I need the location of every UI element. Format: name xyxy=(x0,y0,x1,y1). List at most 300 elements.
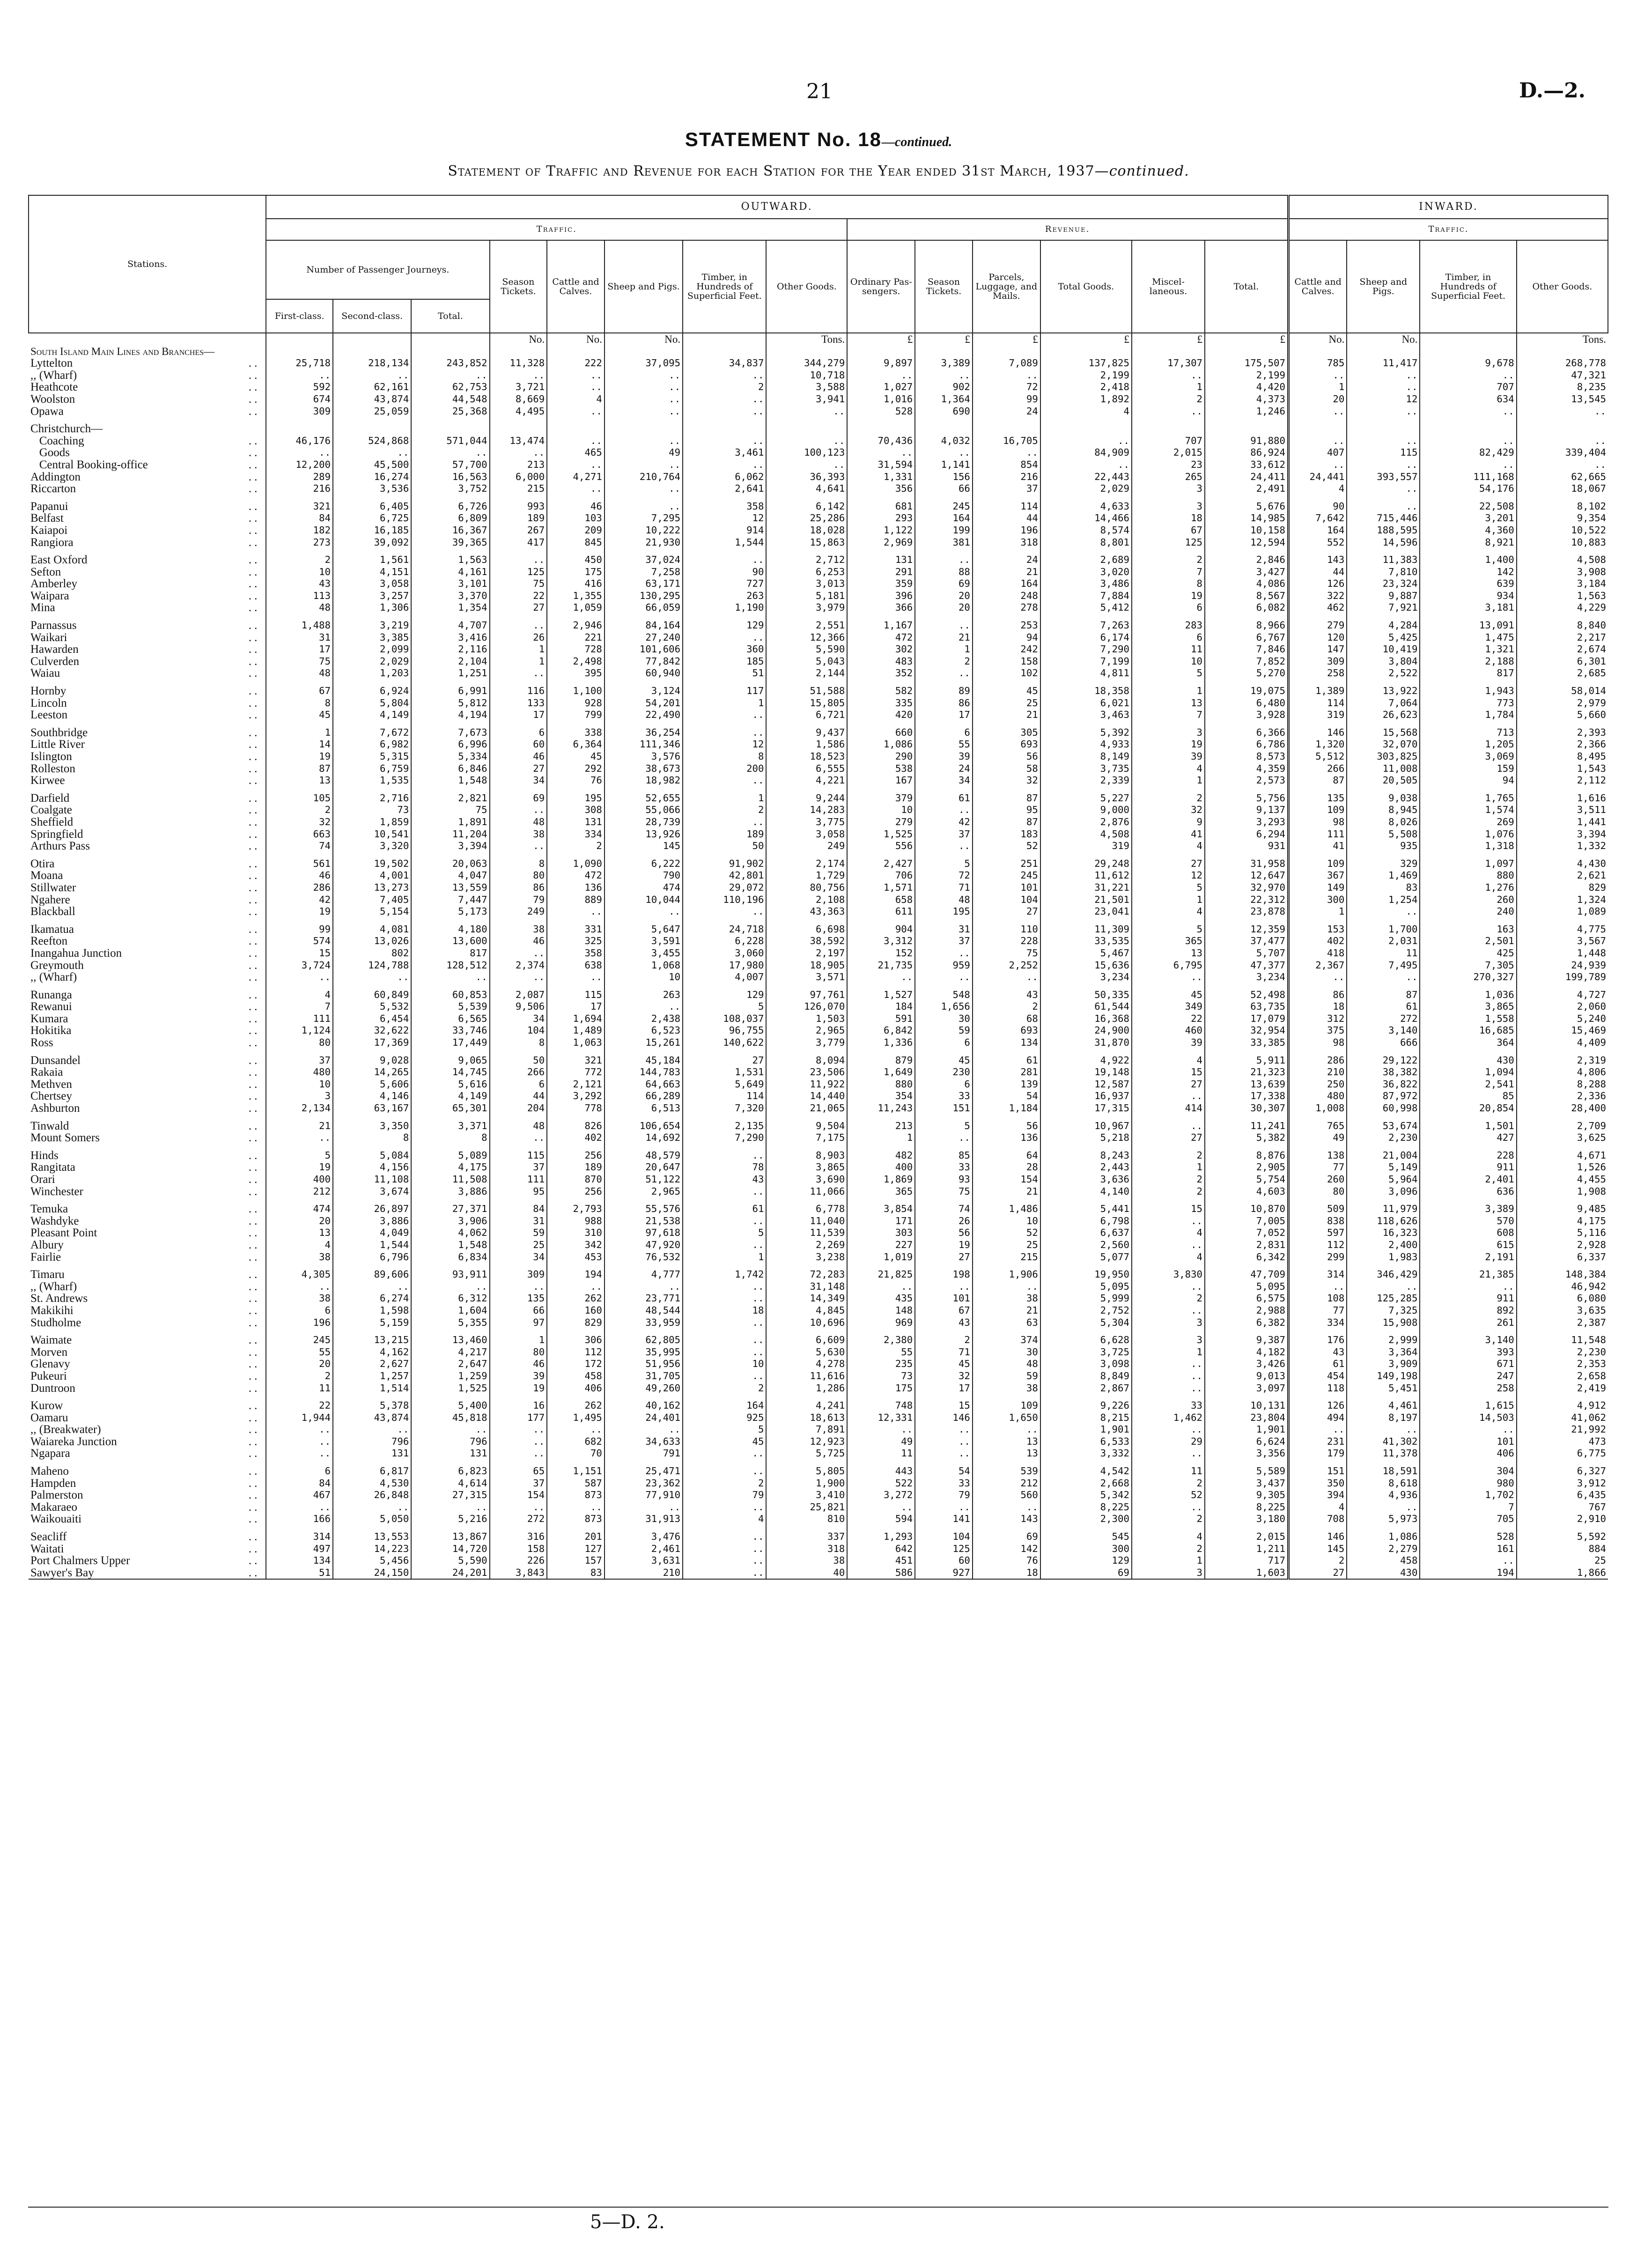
gap-cell xyxy=(1040,680,1132,685)
value-cell: 74 xyxy=(915,1203,973,1215)
value-cell: 829 xyxy=(547,1317,605,1329)
value-cell: 7,199 xyxy=(1040,656,1132,668)
value-cell: 164 xyxy=(973,578,1040,590)
value-cell: 26 xyxy=(490,632,547,644)
value-cell xyxy=(490,423,547,435)
value-cell: 226 xyxy=(490,1555,547,1567)
value-cell: .. xyxy=(605,483,683,495)
value-cell: 71 xyxy=(915,882,973,894)
value-cell: 1,441 xyxy=(1517,816,1608,828)
gap-cell xyxy=(547,548,605,554)
station-name xyxy=(29,1215,266,1227)
value-cell: 13,460 xyxy=(411,1334,489,1346)
value-cell: 1,320 xyxy=(1288,739,1347,751)
value-cell xyxy=(1347,423,1420,435)
value-cell: 25,718 xyxy=(266,357,333,369)
value-cell: .. xyxy=(547,1281,605,1293)
gap-cell xyxy=(973,1263,1040,1269)
value-cell: 2,174 xyxy=(766,858,847,870)
station-name xyxy=(29,656,266,668)
gap-cell xyxy=(766,1263,847,1269)
value-cell: 5,159 xyxy=(333,1317,411,1329)
value-cell: 56 xyxy=(973,1120,1040,1132)
value-cell: 11,328 xyxy=(490,357,547,369)
gap-cell xyxy=(683,787,766,792)
value-cell: 4,461 xyxy=(1347,1400,1420,1412)
value-cell: 251 xyxy=(973,858,1040,870)
gap-cell xyxy=(1288,918,1347,923)
value-cell: .. xyxy=(1040,435,1132,447)
value-cell: 7,810 xyxy=(1347,566,1420,578)
value-cell: 11,616 xyxy=(766,1370,847,1382)
value-cell: 829 xyxy=(1517,882,1608,894)
value-cell: 5,173 xyxy=(411,906,489,918)
table-row xyxy=(29,697,1608,709)
value-cell: 18,591 xyxy=(1347,1465,1420,1478)
value-cell: .. xyxy=(973,1424,1040,1436)
value-cell: 1,019 xyxy=(847,1251,915,1263)
value-cell: 1,650 xyxy=(973,1412,1040,1424)
value-cell: 134 xyxy=(266,1555,333,1567)
value-cell: .. xyxy=(1132,1281,1205,1293)
statement-subtitle-suffix: —continued. xyxy=(1094,163,1189,179)
value-cell: 5,400 xyxy=(411,1400,489,1412)
gap-cell xyxy=(1205,1394,1288,1400)
value-cell: 980 xyxy=(1420,1478,1516,1490)
page-number: 21 xyxy=(806,80,833,103)
value-cell: .. xyxy=(915,840,973,852)
value-cell: 3,180 xyxy=(1205,1513,1288,1525)
value-cell: 3,385 xyxy=(333,632,411,644)
value-cell: 8 xyxy=(490,858,547,870)
value-cell: 7 xyxy=(1420,1501,1516,1514)
value-cell: 99 xyxy=(973,393,1040,406)
value-cell: 17,980 xyxy=(683,960,766,972)
gap-cell xyxy=(490,1329,547,1334)
value-cell: 8,026 xyxy=(1347,816,1420,828)
value-cell: 125 xyxy=(490,566,547,578)
value-cell: 671 xyxy=(1420,1358,1516,1370)
gap-cell xyxy=(1040,1115,1132,1120)
gap-cell xyxy=(1040,614,1132,620)
value-cell: .. xyxy=(1288,435,1347,447)
value-cell: 904 xyxy=(847,923,915,936)
value-cell: .. xyxy=(1132,369,1205,382)
gap-cell xyxy=(1288,1144,1347,1150)
value-cell: 13 xyxy=(973,1436,1040,1448)
value-cell: 9,038 xyxy=(1347,792,1420,805)
value-cell: 3,058 xyxy=(333,578,411,590)
value-cell: .. xyxy=(1517,435,1608,447)
value-cell: 13 xyxy=(1132,947,1205,960)
value-cell: 3,069 xyxy=(1420,751,1516,763)
value-cell: 7,325 xyxy=(1347,1305,1420,1317)
station-label: Islington xyxy=(30,751,72,763)
value-cell: 77 xyxy=(1288,1161,1347,1174)
gap-cell xyxy=(1288,1263,1347,1269)
gap-cell xyxy=(1288,721,1347,727)
value-cell: 7,852 xyxy=(1205,656,1288,668)
leader-dots: .. xyxy=(248,906,260,918)
value-cell: 9,000 xyxy=(1040,804,1132,816)
gap-cell xyxy=(1132,918,1205,923)
value-cell: 1,254 xyxy=(1347,894,1420,906)
leader-dots: .. xyxy=(248,1132,260,1144)
value-cell: 4,845 xyxy=(766,1305,847,1317)
station-label: Kurow xyxy=(30,1400,63,1412)
value-cell: 63,167 xyxy=(333,1102,411,1115)
gap-cell xyxy=(1347,1394,1420,1400)
value-cell: 3,906 xyxy=(411,1215,489,1227)
value-cell: 213 xyxy=(847,1120,915,1132)
value-cell: 705 xyxy=(1420,1513,1516,1525)
value-cell: 6,555 xyxy=(766,763,847,775)
leader-dots: .. xyxy=(248,1102,260,1115)
value-cell: 1,531 xyxy=(683,1066,766,1079)
gap-cell xyxy=(1517,1329,1608,1334)
value-cell xyxy=(847,423,915,435)
value-cell: 109 xyxy=(1288,858,1347,870)
value-cell: 3,865 xyxy=(1420,1001,1516,1013)
table-row xyxy=(29,1203,1608,1215)
gap-cell xyxy=(847,1049,915,1055)
value-cell: 23,324 xyxy=(1347,578,1420,590)
value-cell: 693 xyxy=(973,739,1040,751)
col-other-goods-out: Other Goods. xyxy=(766,240,847,333)
leader-dots: .. xyxy=(248,1358,260,1370)
value-cell: 1,486 xyxy=(973,1203,1040,1215)
value-cell: 928 xyxy=(547,697,605,709)
value-cell: 8,102 xyxy=(1517,501,1608,513)
station-name xyxy=(29,1370,266,1382)
row-gap xyxy=(29,1115,1608,1120)
value-cell: 5,095 xyxy=(1040,1281,1132,1293)
value-cell: 2,135 xyxy=(683,1120,766,1132)
value-cell: 4,508 xyxy=(1040,828,1132,841)
value-cell: .. xyxy=(683,632,766,644)
value-cell: 291 xyxy=(847,566,915,578)
value-cell: 111,168 xyxy=(1420,471,1516,483)
value-cell: 115 xyxy=(547,989,605,1001)
value-cell: 4,149 xyxy=(333,709,411,721)
value-cell: 2,928 xyxy=(1517,1239,1608,1251)
station-label: Methven xyxy=(30,1078,72,1091)
gap-cell xyxy=(1420,680,1516,685)
gap-cell xyxy=(266,1460,333,1465)
value-cell: 9,354 xyxy=(1517,512,1608,525)
gap-cell xyxy=(683,495,766,501)
station-label: ,, (Wharf) xyxy=(30,971,77,983)
value-cell: .. xyxy=(605,1001,683,1013)
gap-cell xyxy=(847,1525,915,1531)
value-cell: 321 xyxy=(266,501,333,513)
value-cell: 458 xyxy=(547,1370,605,1382)
value-cell: 93,911 xyxy=(411,1269,489,1281)
value-cell: 32 xyxy=(915,1370,973,1382)
value-cell: 6,798 xyxy=(1040,1215,1132,1227)
value-cell: 3,830 xyxy=(1132,1269,1205,1281)
value-cell: 134 xyxy=(973,1037,1040,1049)
gap-cell xyxy=(915,721,973,727)
value-cell: 3,389 xyxy=(915,357,973,369)
value-cell: 528 xyxy=(1420,1531,1516,1543)
value-cell xyxy=(1205,423,1288,435)
unit-cell: No. xyxy=(1347,333,1420,346)
gap-cell xyxy=(605,1460,683,1465)
value-cell: 5,964 xyxy=(1347,1174,1420,1186)
leader-dots: .. xyxy=(248,1149,260,1162)
value-cell: 6,698 xyxy=(766,923,847,936)
value-cell: .. xyxy=(547,435,605,447)
gap-cell xyxy=(973,1525,1040,1531)
gap-cell xyxy=(847,680,915,685)
value-cell: 5,456 xyxy=(333,1555,411,1567)
value-cell: 365 xyxy=(847,1186,915,1198)
value-cell: 84 xyxy=(266,512,333,525)
gap-cell xyxy=(266,680,333,685)
leader-dots: .. xyxy=(248,471,260,483)
value-cell: 796 xyxy=(411,1436,489,1448)
value-cell: 93 xyxy=(915,1174,973,1186)
value-cell: 18 xyxy=(1132,512,1205,525)
leader-dots: .. xyxy=(248,1555,260,1567)
gap-cell xyxy=(266,787,333,792)
value-cell: 1 xyxy=(490,656,547,668)
value-cell: 126 xyxy=(1288,1400,1347,1412)
value-cell: 11,309 xyxy=(1040,923,1132,936)
gap-cell xyxy=(490,1115,547,1120)
value-cell: 706 xyxy=(847,870,915,882)
value-cell: 25,286 xyxy=(766,512,847,525)
value-cell: 12,366 xyxy=(766,632,847,644)
col-cattle-out: Cattle and Calves. xyxy=(547,240,605,333)
value-cell: 31 xyxy=(490,1215,547,1227)
station-name xyxy=(29,471,266,483)
value-cell: 97,761 xyxy=(766,989,847,1001)
gap-cell xyxy=(683,1115,766,1120)
col-first-class: First-class. xyxy=(266,299,333,333)
value-cell: 77,842 xyxy=(605,656,683,668)
gap-cell xyxy=(333,918,411,923)
value-cell: 892 xyxy=(1420,1305,1516,1317)
value-cell: 129 xyxy=(683,620,766,632)
value-cell: .. xyxy=(1420,1281,1516,1293)
table-row xyxy=(29,1370,1608,1382)
gap-cell xyxy=(266,1049,333,1055)
row-gap xyxy=(29,680,1608,685)
value-cell: 8,801 xyxy=(1040,537,1132,549)
value-cell: 278 xyxy=(973,602,1040,614)
value-cell: 1 xyxy=(683,697,766,709)
value-cell: 5 xyxy=(1132,923,1205,936)
value-cell: 258 xyxy=(1288,667,1347,680)
value-cell: 13,926 xyxy=(605,828,683,841)
value-cell: 235 xyxy=(847,1358,915,1370)
gap-cell xyxy=(1420,1329,1516,1334)
value-cell: 129 xyxy=(683,989,766,1001)
station-label: Belfast xyxy=(30,512,64,525)
value-cell: 17 xyxy=(490,709,547,721)
station-label: Pleasant Point xyxy=(30,1227,97,1239)
value-cell: 32 xyxy=(266,816,333,828)
statement-title-text: STATEMENT No. 18 xyxy=(685,128,882,150)
gap-cell xyxy=(490,918,547,923)
value-cell: 4,032 xyxy=(915,435,973,447)
value-cell: 24,441 xyxy=(1288,471,1347,483)
value-cell: 61,544 xyxy=(1040,1001,1132,1013)
value-cell: 38 xyxy=(973,1382,1040,1395)
value-cell: 1,488 xyxy=(266,620,333,632)
value-cell: 5 xyxy=(1132,882,1205,894)
value-cell: .. xyxy=(1347,1501,1420,1514)
value-cell: 1,059 xyxy=(547,602,605,614)
value-cell: 5,050 xyxy=(333,1513,411,1525)
value-cell: .. xyxy=(1132,1382,1205,1395)
value-cell: .. xyxy=(605,406,683,418)
value-cell: 6,991 xyxy=(411,685,489,697)
value-cell: 2,641 xyxy=(683,483,766,495)
value-cell: 31,148 xyxy=(766,1281,847,1293)
leader-dots: .. xyxy=(248,1090,260,1103)
value-cell: 110,196 xyxy=(683,894,766,906)
value-cell: 2,647 xyxy=(411,1358,489,1370)
value-cell: 23,362 xyxy=(605,1478,683,1490)
value-cell: 615 xyxy=(1420,1239,1516,1251)
value-cell: 19 xyxy=(490,1382,547,1395)
leader-dots: .. xyxy=(248,1227,260,1239)
value-cell: 8,903 xyxy=(766,1150,847,1162)
gap-cell xyxy=(683,1197,766,1203)
value-cell: 3,979 xyxy=(766,602,847,614)
value-cell: 634 xyxy=(1420,393,1516,406)
value-cell: 3,394 xyxy=(1517,828,1608,841)
value-cell: 6,817 xyxy=(333,1465,411,1478)
subgroup-traffic-out: Traffic. xyxy=(266,219,847,240)
value-cell: 925 xyxy=(683,1412,766,1424)
value-cell: 2,689 xyxy=(1040,554,1132,566)
gap-cell xyxy=(547,614,605,620)
value-cell: 707 xyxy=(1420,381,1516,393)
value-cell: 8,094 xyxy=(766,1055,847,1067)
value-cell: 19 xyxy=(1132,739,1205,751)
value-cell: 2 xyxy=(266,1370,333,1382)
value-cell: 85 xyxy=(915,1150,973,1162)
value-cell: 728 xyxy=(547,643,605,656)
gap-cell xyxy=(411,1460,489,1465)
value-cell: 17,315 xyxy=(1040,1102,1132,1115)
value-cell: 14,349 xyxy=(766,1293,847,1305)
gap-cell xyxy=(1347,852,1420,858)
value-cell: 2,104 xyxy=(411,656,489,668)
value-cell: 7,673 xyxy=(411,727,489,739)
value-cell: 417 xyxy=(490,537,547,549)
value-cell: 5,973 xyxy=(1347,1513,1420,1525)
gap-cell xyxy=(333,1115,411,1120)
value-cell: 263 xyxy=(605,989,683,1001)
value-cell: 6,080 xyxy=(1517,1293,1608,1305)
gap-cell xyxy=(1132,1144,1205,1150)
value-cell: 1,354 xyxy=(411,602,489,614)
value-cell: 802 xyxy=(333,947,411,960)
value-cell: 24 xyxy=(915,763,973,775)
gap-cell xyxy=(605,721,683,727)
value-cell: 2,121 xyxy=(547,1079,605,1091)
value-cell: 95 xyxy=(973,804,1040,816)
value-cell: 84,164 xyxy=(605,620,683,632)
value-cell: 2,846 xyxy=(1205,554,1288,566)
value-cell: 6,982 xyxy=(333,739,411,751)
gap-cell xyxy=(1517,787,1608,792)
value-cell: 46 xyxy=(547,501,605,513)
value-cell: 242 xyxy=(973,643,1040,656)
col-stations: Stations. xyxy=(29,195,266,333)
value-cell: 4,149 xyxy=(411,1090,489,1102)
value-cell: 3,779 xyxy=(766,1037,847,1049)
value-cell: 375 xyxy=(1288,1025,1347,1037)
leader-dots: .. xyxy=(248,959,260,972)
value-cell: 33 xyxy=(1132,1400,1205,1412)
value-cell: 2,418 xyxy=(1040,381,1132,393)
footer-rule xyxy=(28,2207,1608,2208)
value-cell: 322 xyxy=(1288,590,1347,602)
gap-cell xyxy=(1517,417,1608,423)
value-cell: .. xyxy=(683,459,766,471)
station-label: Moana xyxy=(30,870,63,882)
value-cell: 161 xyxy=(1420,1543,1516,1555)
value-cell: 365 xyxy=(1132,935,1205,947)
value-cell: 3,724 xyxy=(266,960,333,972)
value-cell: 1,503 xyxy=(766,1013,847,1025)
value-cell: .. xyxy=(547,906,605,918)
value-cell: 1,908 xyxy=(1517,1186,1608,1198)
blank-cell xyxy=(1205,346,1288,358)
gap-cell xyxy=(1132,614,1205,620)
value-cell: 45 xyxy=(547,751,605,763)
value-cell: 3,219 xyxy=(333,620,411,632)
gap-cell xyxy=(547,417,605,423)
value-cell: .. xyxy=(1347,459,1420,471)
value-cell: 1,574 xyxy=(1420,804,1516,816)
value-cell: .. xyxy=(411,369,489,382)
value-cell: 2,867 xyxy=(1040,1382,1132,1395)
table-row xyxy=(29,1501,1608,1514)
value-cell: 144,783 xyxy=(605,1066,683,1079)
value-cell: 15,863 xyxy=(766,537,847,549)
value-cell: 2,108 xyxy=(766,894,847,906)
value-cell: 158 xyxy=(973,656,1040,668)
row-gap xyxy=(29,417,1608,423)
value-cell: 90 xyxy=(683,566,766,578)
value-cell: .. xyxy=(490,947,547,960)
value-cell: 16,185 xyxy=(333,525,411,537)
gap-cell xyxy=(1288,983,1347,989)
value-cell: 5,084 xyxy=(333,1150,411,1162)
leader-dots: .. xyxy=(248,971,260,983)
leader-dots: .. xyxy=(248,1346,260,1359)
gap-cell xyxy=(1205,1525,1288,1531)
value-cell: 6,000 xyxy=(490,471,547,483)
value-cell: 472 xyxy=(547,870,605,882)
value-cell: 5,804 xyxy=(333,697,411,709)
value-cell: 8,225 xyxy=(1205,1501,1288,1514)
value-cell: 175,507 xyxy=(1205,357,1288,369)
station-label: Makaraeo xyxy=(30,1501,77,1514)
value-cell: .. xyxy=(547,459,605,471)
value-cell: 116 xyxy=(490,685,547,697)
gap-cell xyxy=(1517,1197,1608,1203)
gap-cell xyxy=(1420,918,1516,923)
unit-cell: £ xyxy=(973,333,1040,346)
